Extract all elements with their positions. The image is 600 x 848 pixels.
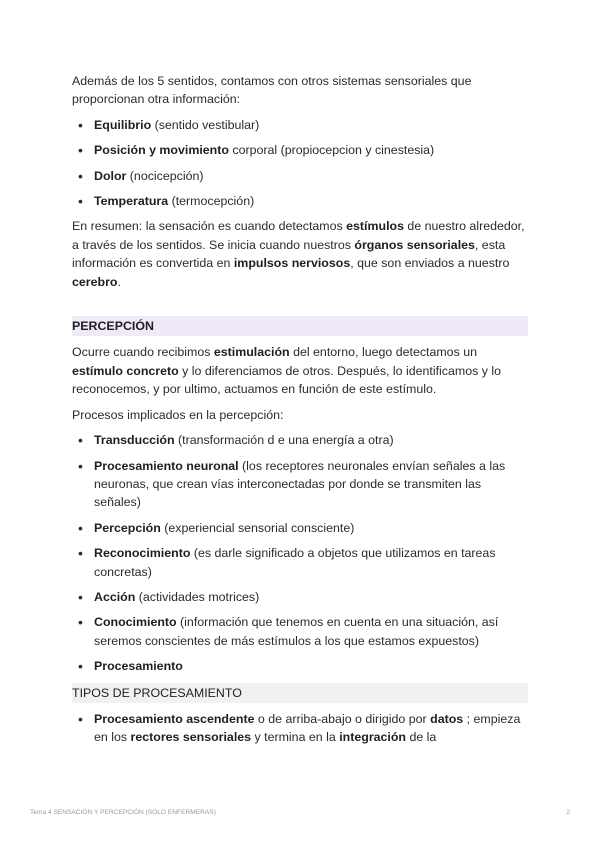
page-content bbox=[72, 72, 528, 754]
list-item bbox=[72, 544, 528, 581]
item-term: Dolor bbox=[94, 168, 127, 183]
bold-term: estímulo concreto bbox=[72, 363, 179, 378]
item-term: Temperatura bbox=[94, 194, 169, 209]
procesos-intro: Procesos implicados en la percepción: bbox=[72, 407, 284, 422]
item-desc: (información que tenemos en cuenta en una situación, así seremos conscientes de más estímulos a los que estamos expuestos) bbox=[94, 615, 499, 648]
list-item bbox=[72, 588, 528, 606]
item-desc: (actividades motrices) bbox=[135, 589, 260, 604]
item-term: Equilibrio bbox=[94, 117, 152, 132]
bold-term: órganos sensoriales bbox=[354, 237, 475, 252]
item-desc: corporal (propiocepcion y cinestesia) bbox=[228, 143, 435, 158]
text-span: . bbox=[117, 274, 121, 289]
text-span: ; empieza en los bbox=[94, 711, 521, 745]
bold-term: estimulación bbox=[213, 345, 290, 360]
procesos-list bbox=[72, 431, 528, 675]
list-item bbox=[72, 457, 528, 512]
item-term: Procesamiento bbox=[94, 659, 183, 674]
percepcion-paragraph bbox=[72, 343, 528, 398]
list-item bbox=[72, 141, 528, 159]
bold-term: datos bbox=[430, 711, 464, 726]
item-term: Reconocimiento bbox=[94, 546, 191, 561]
section-heading-tipos: TIPOS DE PROCESAMIENTO bbox=[72, 683, 528, 703]
list-item bbox=[72, 431, 528, 449]
spacer bbox=[72, 298, 528, 316]
text-span: En resumen: la sensación es cuando detectamos bbox=[72, 219, 347, 234]
item-desc: (termocepción) bbox=[168, 194, 255, 209]
item-desc: (sentido vestibular) bbox=[151, 117, 260, 132]
page-number: 2 bbox=[566, 809, 570, 816]
list-item bbox=[72, 519, 528, 537]
item-term: Acción bbox=[94, 589, 136, 604]
page-footer bbox=[30, 809, 570, 816]
bold-term: integración bbox=[339, 730, 406, 745]
item-term: Transducción bbox=[94, 433, 175, 448]
bold-term: Procesamiento ascendente bbox=[94, 711, 255, 726]
item-desc: (transformación d e una energía a otra) bbox=[174, 433, 394, 448]
text-span: del entorno, luego detectamos un bbox=[289, 345, 477, 360]
tipos-list bbox=[72, 710, 528, 747]
item-term: Conocimiento bbox=[94, 615, 177, 630]
list-item bbox=[72, 116, 528, 134]
section-heading-percepcion: PERCEPCIÓN bbox=[72, 316, 528, 336]
text-span: y termina en la bbox=[251, 730, 340, 745]
list-item bbox=[72, 613, 528, 650]
text-span: y lo diferenciamos de otros. Después, lo identificamos y lo reconocemos, y por ultimo, actuamos en función de este estímulo. bbox=[72, 363, 502, 397]
list-item bbox=[72, 710, 528, 747]
text-span: , que son enviados a nuestro bbox=[350, 256, 510, 271]
footer-title: Tema 4 SENSACIÓN Y PERCEPCIÓN (SOLO ENFERMERAS) bbox=[30, 809, 216, 816]
text-span: , esta información es convertida en bbox=[72, 237, 506, 271]
item-desc: (experiencial sensorial consciente) bbox=[160, 520, 355, 535]
bold-term: impulsos nerviosos bbox=[233, 256, 351, 271]
list-item bbox=[72, 192, 528, 210]
item-term: Procesamiento neuronal bbox=[94, 458, 239, 473]
text-span: de la bbox=[406, 730, 437, 745]
bold-term: estímulos bbox=[346, 219, 404, 234]
sensory-systems-list bbox=[72, 116, 528, 211]
text-span: o de arriba-abajo o dirigido por bbox=[254, 711, 431, 726]
item-desc: (los receptores neuronales envían señales a las neuronas, que crean vías interconectadas por donde se transmiten las señales) bbox=[94, 458, 506, 510]
item-desc: (es darle significado a objetos que utilizamos en tareas concretas) bbox=[94, 546, 496, 579]
bold-term: cerebro bbox=[72, 274, 118, 289]
list-item bbox=[72, 657, 528, 675]
item-term: Percepción bbox=[94, 520, 161, 535]
summary-paragraph bbox=[72, 217, 528, 291]
bold-term: rectores sensoriales bbox=[130, 730, 252, 745]
text-span: de nuestro alrededor, a través de los sentidos. Se inicia cuando nuestros bbox=[72, 219, 525, 252]
intro-paragraph: Además de los 5 sentidos, contamos con otros sistemas sensoriales que proporcionan otra información: bbox=[72, 74, 472, 107]
list-item bbox=[72, 167, 528, 185]
text-span: Ocurre cuando recibimos bbox=[72, 345, 214, 360]
item-desc: (nocicepción) bbox=[126, 168, 204, 183]
item-term: Posición y movimiento bbox=[94, 143, 229, 158]
